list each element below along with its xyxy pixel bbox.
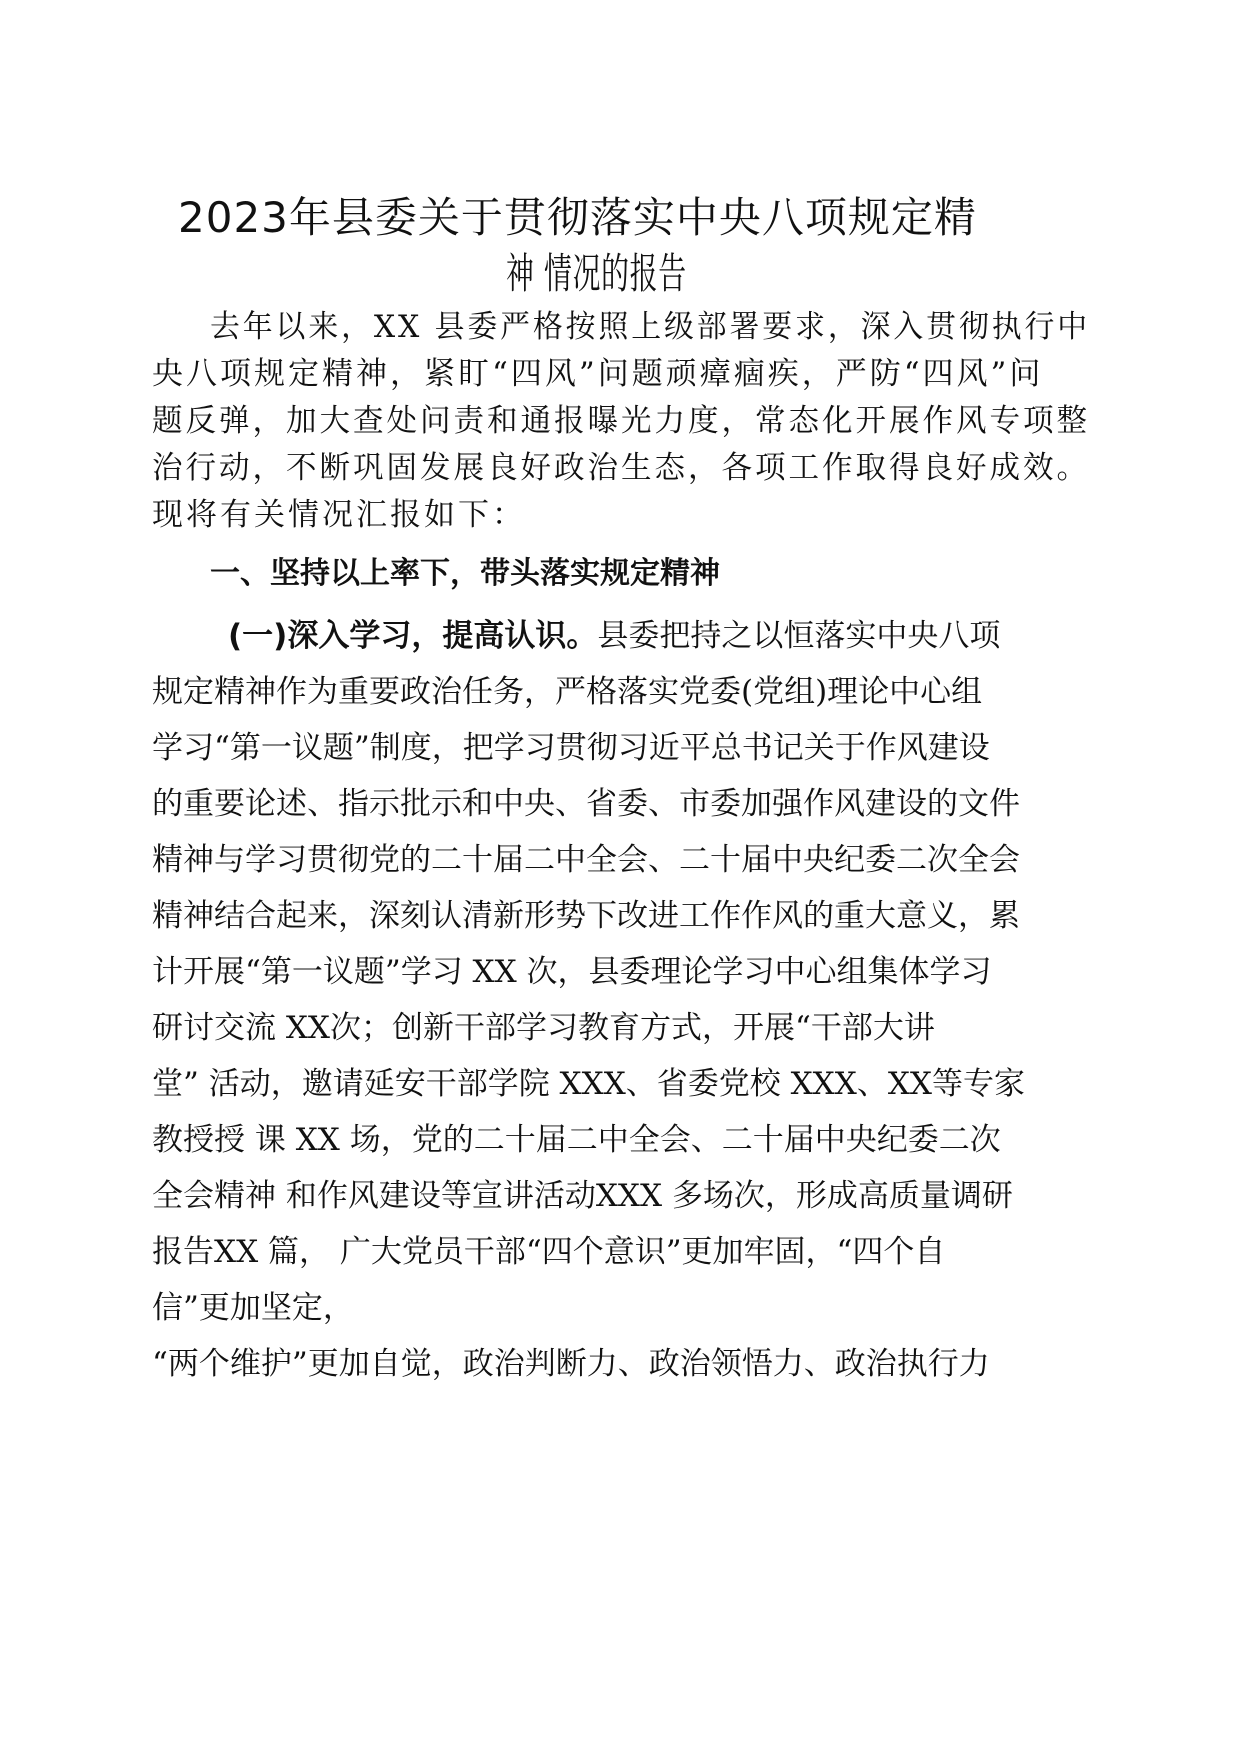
intro-line-2: 央八项规定精神，紧盯“四风”问题顽瘴痼疾，严防“四风”问 bbox=[152, 356, 1044, 392]
subsection-line-1 bbox=[228, 616, 1000, 656]
subsection-line-4: 的重要论述、指示批示和中央、省委、市委加强作风建设的文件 bbox=[152, 786, 1020, 822]
subsection-line-5: 精神与学习贯彻党的二十届二中全会、二十届中央纪委二次全会 bbox=[152, 842, 1020, 878]
subsection-lead: (一)深入学习，提高认识。 bbox=[228, 618, 598, 654]
subsection-line-7: 计开展“第一议题”学习 XX 次，县委理论学习中心组集体学习 bbox=[152, 954, 992, 990]
intro-line-4: 治行动，不断巩固发展良好政治生态，各项工作取得良好成效。 bbox=[152, 450, 1091, 486]
intro-line-3: 题反弹，加大查处问责和通报曝光力度，常态化开展作风专项整 bbox=[152, 403, 1091, 439]
section-heading: 一、坚持以上率下，带头落实规定精神 bbox=[210, 556, 720, 591]
subsection-line-6: 精神结合起来，深刻认清新形势下改进工作作风的重大意义，累 bbox=[152, 898, 1020, 934]
document-title-line-1: 2023年县委关于贯彻落实中央八项规定精 bbox=[178, 193, 977, 242]
subsection-line-8: 研讨交流 XX次；创新干部学习教育方式，开展“干部大讲 bbox=[152, 1010, 935, 1046]
subsection-line-3: 学习“第一议题”制度，把学习贯彻习近平总书记关于作风建设 bbox=[152, 730, 990, 766]
subsection-line-1-text: 县委把持之以恒落实中央八项 bbox=[597, 618, 1001, 654]
subsection-line-11: 全会精神 和作风建设等宣讲活动XXX 多场次，形成高质量调研 bbox=[152, 1178, 1013, 1214]
document-title-line-2: 神 情况的报告 bbox=[506, 249, 687, 298]
subsection-line-9: 堂” 活动，邀请延安干部学院 XXX、省委党校 XXX、XX等专家 bbox=[152, 1066, 1025, 1102]
intro-line-1: 去年以来，XX 县委严格按照上级部署要求，深入贯彻执行中 bbox=[210, 309, 1091, 345]
subsection-line-12: 报告XX 篇， 广大党员干部“四个意识”更加牢固，“四个自 bbox=[152, 1234, 946, 1270]
intro-line-5: 现将有关情况汇报如下： bbox=[152, 497, 526, 533]
subsection-line-14: “两个维护”更加自觉，政治判断力、政治领悟力、政治执行力 bbox=[152, 1346, 990, 1382]
subsection-line-10: 教授授 课 XX 场，党的二十届二中全会、二十届中央纪委二次 bbox=[152, 1122, 1001, 1158]
subsection-line-2: 规定精神作为重要政治任务，严格落实党委(党组)理论中心组 bbox=[152, 674, 983, 710]
subsection-line-13: 信”更加坚定， bbox=[152, 1290, 354, 1326]
